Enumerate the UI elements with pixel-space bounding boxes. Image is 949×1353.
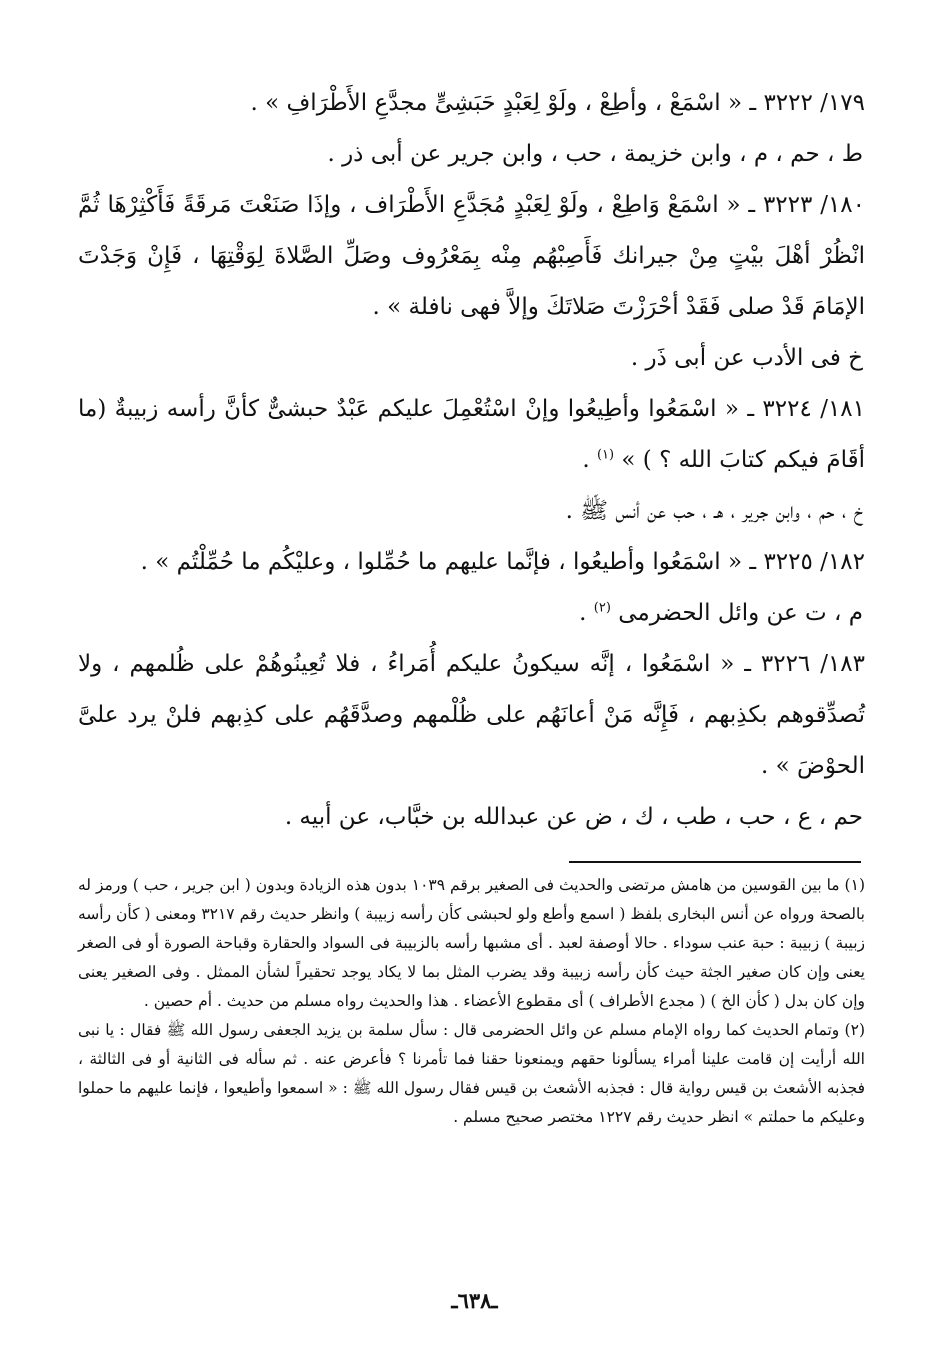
hadith-179-text: ١٧٩/ ٣٢٢٢ ـ « اسْمَعْ ، وأطِعْ ، ولَوْ لِعَبْدٍ حَبَشِىٍّ مجدَّعِ الأَطْرَافِ » . [250,90,865,116]
hadith-182-source-end: . [579,600,594,626]
footnote-separator [569,861,861,863]
page-number: ـ٦٣٨ـ [451,1288,498,1313]
hadith-179-source [78,129,865,180]
hadith-182 [78,537,865,588]
hadith-180-text: ١٨٠/ ٣٢٢٣ ـ « اسْمَعْ وَاطِعْ ، ولَوْ لِعَبْدٍ مُجَدَّعِ الأَطْرَاف ، وإذَا صَنَعْتَ مَرقَةً فَأَكْثِرْهَا ثُمَّ انْظُرْ أهْلَ بيْتٍ مِنْ جيرانك فَأَصِبْهُم مِنْه بِمَعْرُوف وصَلِّ الصَّلاةَ لِوَقْتِهَا ، فَإِنْ وَجَدْتَ الإمَامَ قَدْ صلى فَقَدْ أحْرَزْتَ صَلاتَكَ وإلاَّ فهى نافلة » . [78,192,865,320]
hadith-text-block [78,78,865,843]
hadith-181 [78,384,865,486]
hadith-180-source-text: خ فى الأدب عن أبى ذَر . [630,345,863,371]
hadith-179-source-text: ط ، حم ، م ، وابن خزيمة ، حب ، وابن جرير عن أبى ذر . [327,141,863,167]
hadith-183-source [78,792,865,843]
hadith-181-text: ١٨١/ ٣٢٢٤ ـ « اسْمَعُوا وأطِيعُوا وإنْ اسْتُعْمِلَ عليكم عَبْدٌ حبشىٌّ كأنَّ رأسه زبيبةٌ (ما أقَامَ فيكم كتابَ الله ؟ ) » [78,396,866,473]
footnote-ref-1[interactable]: (١) [596,447,615,463]
hadith-183-text: ١٨٣/ ٣٢٢٦ ـ « اسْمَعُوا ، إنَّه سيكونُ عليكم أُمَراءُ ، فلا تُعِينُوهُمْ على ظُلمهم ، ولا تُصدِّقوهم بكذِبهم ، فَإِنَّه مَنْ أعانَهُم على ظُلْمهم وصدَّقَهُم على كذِبهم فلنْ يرد علىَّ الحوْضَ » . [78,651,866,779]
hadith-182-text: ١٨٢/ ٣٢٢٥ ـ « اسْمَعُوا وأطيعُوا ، فإنَّما عليهم ما حُمِّلوا ، وعليْكُم ما حُمِّلْتُم » . [140,549,865,575]
footnote-1: (١) ما بين القوسين من هامش مرتضى والحديث فى الصغير برقم ١٠٣٩ بدون هذه الزيادة وبدون ( ابن جرير ، حب ) ورمز له بالصحة ورواه عن أنس البخارى بلفظ ( اسمع وأطع ولو لحبشى كأن رأسه زبيبة ) وانظر حديث رقم ٣٢١٧ ومعنى ( كأن رأسه زبيبة ) زبيبة : حبة عنب سوداء . حالا أوصفة لعبد . أى مشبها رأسه بالزبيبة فى السواد والحقارة وقباحة الصورة أو فى الصغر يعنى وإن كان صغير الجثة حيث كأن رأسه زبيبة وقد يضرب المثل بما لا يكاد يوجد تحقيراً لشأن الممثل . وفى الصغير يعنى وإن كان بدل ( كأن الخ ) ( مجدع الأطراف ) أى مقطوع الأعضاء . هذا والحديث رواه مسلم من حديث . أم حصين . [78,876,865,1010]
hadith-179 [78,78,865,129]
footnotes-block [78,871,865,1132]
hadith-181-source-text: خ ، حم ، وابن جرير ، هـ ، حب عن أنس ﷺ . [565,498,863,524]
footnote-2: (٢) وتمام الحديث كما رواه الإمام مسلم عن وائل الحضرمى قال : سأل سلمة بن يزيد الجعفى رسول الله ﷺ فقال : يا نبى الله أرأيت إن قامت علينا أمراء يسألونا حقهم ويمنعونا حقنا فما تأمرنا ؟ فأعرض عنه . ثم سأله فى الثانية أو فى الثالثة ، فجذبه الأشعث بن قيس رواية قال : فجذبه الأشعث بن قيس فقال رسول الله ﷺ : « اسمعوا وأطيعوا ، فإنما عليهم ما حملوا وعليكم ما حملتم » انظر حديث رقم ١٢٢٧ مختصر صحيح مسلم . [78,1021,865,1126]
hadith-181-source [78,486,865,537]
hadith-180 [78,180,865,333]
hadith-182-source [78,588,865,639]
hadith-181-end: . [582,447,597,473]
footnote-ref-2[interactable]: (٢) [593,600,611,616]
hadith-182-source-text: م ، ت عن وائل الحضرمى [618,600,863,626]
hadith-180-source [78,333,865,384]
hadith-183-source-text: حم ، ع ، حب ، طب ، ك ، ض عن عبدالله بن خبَّاب، عن أبيه . [284,804,863,830]
hadith-183 [78,639,865,792]
